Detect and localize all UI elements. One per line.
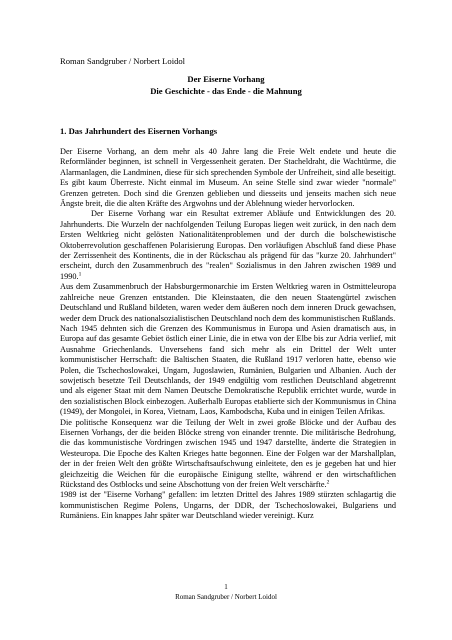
- paragraph-1: Der Eiserne Vorhang, an dem mehr als 40 Jahre lang die Freie Welt endete und heute die Reformländer beginnen, ist schnell in Vergessenheit geraten. Der Stacheldraht, die Wachtürme, die Alarmanlagen, die Landminen, diese für sich sprechenden Symbole der Unfreiheit, sind alle beseitigt. Es gibt kaum Überreste. Nicht einmal im Museum. An seine Stelle sind zwar wieder "normale" Grenzen getreten. Doch sind die Grenzen geblieben und diesseits und jenseits machen sich neue Ängste breit, die die alten Kräfte des Argwohns und der Ablehnung wieder hervorlocken.: [60, 147, 396, 209]
- page-footer: Roman Sandgruber / Norbert Loidol: [175, 593, 277, 601]
- author-line: Roman Sandgruber / Norbert Loidol: [60, 56, 186, 66]
- paragraph-5: Die politische Konsequenz war die Teilung der Welt in zwei große Blöcke und der Aufbau des Eisernen Vorhangs, der die beiden Blöcke streng von einander trennte. Die militärische Bedrohung, die das kommunistische Vordringen zwischen 1945 und 1947 darstellte, änderte die Strategien in Westeuropa. Die Epoche des Kalten Krieges hatte begonnen. Eine der Folgen war der Marshallplan, der in der freien Welt den größte Wirtschaftsaufschwung einleitete, den es je gegeben hat und hier gleichzeitig die Weichen für die europäische Einigung stellte, während er den wirtschaftlichen Rückstand des Ostblocks und seine Abschottung von der freien Welt verschärfte.$^2$: [60, 417, 396, 489]
- page-number: 1: [224, 583, 228, 591]
- paragraph-3: Aus dem Zusammenbruch der Habsburgermonarchie im Ersten Weltkrieg waren in Ostmitteleuropa zahlreiche neue Grenzen entstanden. Die Kleinstaaten, die den neuen Staatengürtel zwischen Deutschland und Rußland bildeten, waren weder dem äußeren noch dem inneren Druck gewachsen, weder dem Druck des nationalsozialistischen Deutschland noch dem des kommunistischen Rußlands.: [60, 282, 396, 323]
- document-title: Der Eiserne Vorhang: [187, 74, 265, 84]
- paragraph-4: Nach 1945 dehnten sich die Grenzen des Kommunismus in Europa und Asien dramatisch aus, in Europa auf das gesamte Gebiet östlich einer Linie, die in etwa von der Elbe bis zur Adria verlief, mit Ausnahme Griechenlands. Unversehens fand sich mehr als ein Drittel der Welt unter kommunistischer Herrschaft: die Baltischen Staaten, die Rußland 1917 verloren hatte, ebenso wie Polen, die Tschechoslowakei, Ungarn, Jugoslawien, Rumänien, Bulgarien und Albanien. Auch der sowjetisch besetzte Teil Deutschlands, der 1949 endgültig vom restlichen Deutschland abgetrennt und als eigener Staat mit dem Namen Deutsche Demokratische Republik errichtet wurde, wurde in den sozialistischen Block einbezogen. Außerhalb Europas etablierte sich der Kommunismus in China (1949), der Mongolei, in Korea, Vietnam, Laos, Kambodscha, Kuba und in einigen Teilen Afrikas.: [60, 323, 396, 417]
- body-text: [60, 147, 396, 522]
- section-heading: 1. Das Jahrhundert des Eisernen Vorhangs: [60, 126, 218, 136]
- footnote-ref-2[interactable]: 2: [326, 479, 330, 486]
- paragraph-6: 1989 ist der "Eiserne Vorhang" gefallen: im letzten Drittel des Jahres 1989 stürzten schlagartig die kommunistischen Regime Polens, Ungarns, der DDR, der Tschechoslowakei, Bulgariens und Rumäniens. Ein knappes Jahr später war Deutschland wieder vereinigt. Kurz: [60, 490, 396, 521]
- document-subtitle: Die Geschichte - das Ende - die Mahnung: [150, 86, 302, 96]
- footnote-ref-1[interactable]: 1: [78, 271, 82, 278]
- paragraph-2: Der Eiserne Vorhang war ein Resultat extremer Abläufe und Entwicklungen des 20. Jahrhunderts. Die Wurzeln der nachfolgenden Teilung Europas liegen weit zurück, in den nach dem Ersten Weltkrieg nicht gelösten Nationalitätenproblemen und der durch die bolschewistische Oktoberrevolution geschaffenen Polarisierung Europas. Den vorläufigen Abschluß fand diese Phase der Zerrissenheit des Kontinents, die in der Rückschau als prägend für das "kurze 20. Jahrhundert" erscheint, durch den Zusammenbruch des "realen" Sozialismus in den Jahren zwischen 1989 und 1990.$^1$: [60, 209, 396, 281]
